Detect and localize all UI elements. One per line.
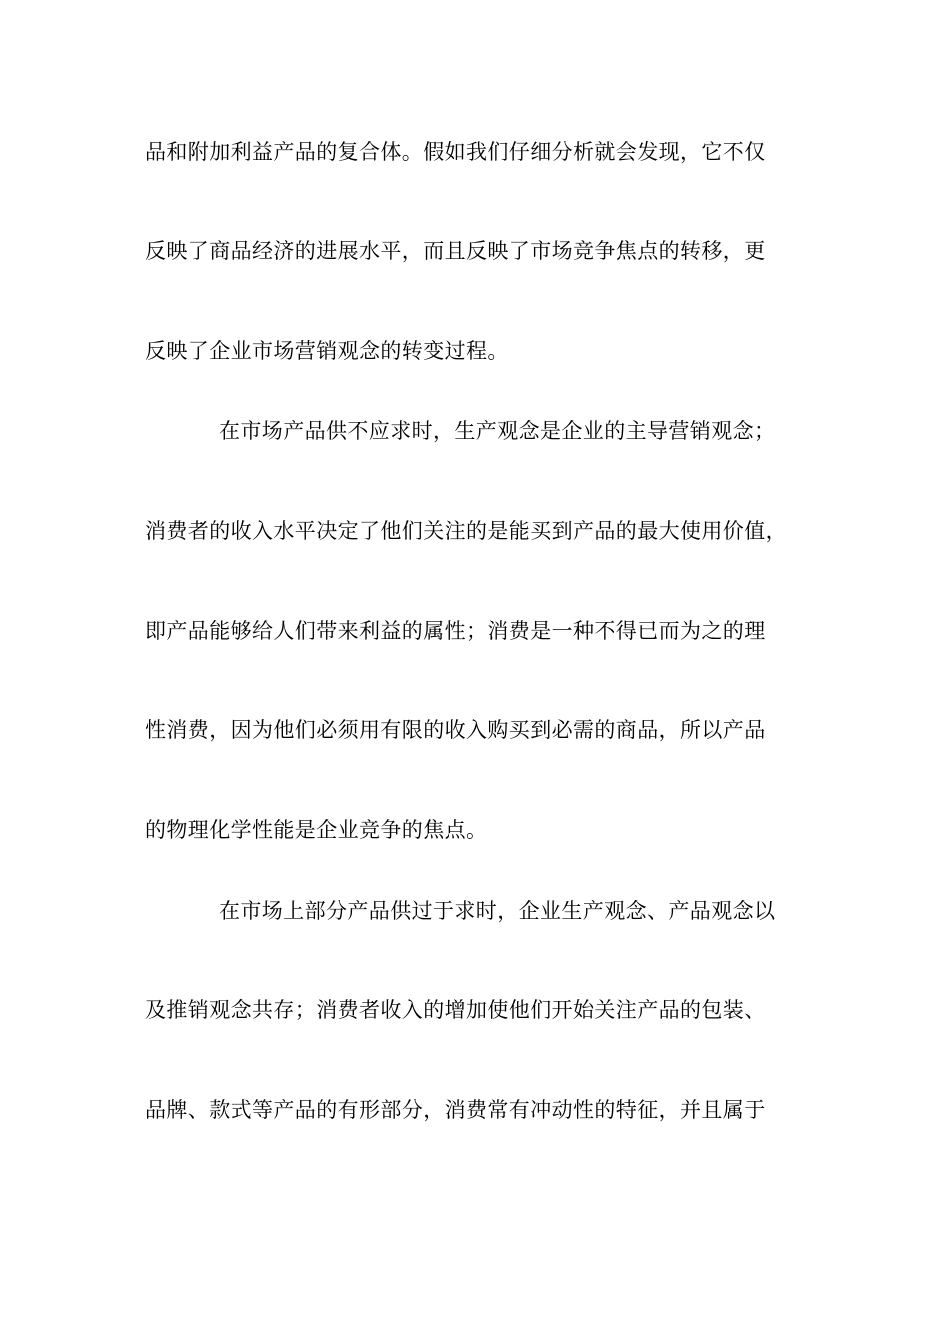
text-line: 反映了企业市场营销观念的转变过程。 bbox=[145, 339, 509, 363]
text-line: 消费者的收入水平决定了他们关注的是能买到产品的最大使用价值， bbox=[145, 519, 787, 543]
text-line: 及推销观念共存；消费者收入的增加使他们开始关注产品的包装、 bbox=[145, 998, 766, 1022]
text-line: 即产品能够给人们带来利益的属性；消费是一种不得已而为之的理 bbox=[145, 619, 766, 643]
text-line: 品牌、款式等产品的有形部分，消费常有冲动性的特征，并且属于 bbox=[145, 1098, 766, 1122]
text-line: 性消费，因为他们必须用有限的收入购买到必需的商品，所以产品 bbox=[145, 718, 766, 742]
text-line: 的物理化学性能是企业竞争的焦点。 bbox=[145, 818, 488, 842]
paragraph-first-line: 在市场产品供不应求时，生产观念是企业的主导营销观念； bbox=[219, 419, 776, 443]
text-line: 反映了商品经济的进展水平，而且反映了市场竞争焦点的转移，更 bbox=[145, 239, 766, 263]
paragraph-first-line: 在市场上部分产品供过于求时，企业生产观念、产品观念以 bbox=[219, 899, 776, 923]
text-line: 品和附加利益产品的复合体。假如我们仔细分析就会发现，它不仅 bbox=[145, 140, 766, 164]
